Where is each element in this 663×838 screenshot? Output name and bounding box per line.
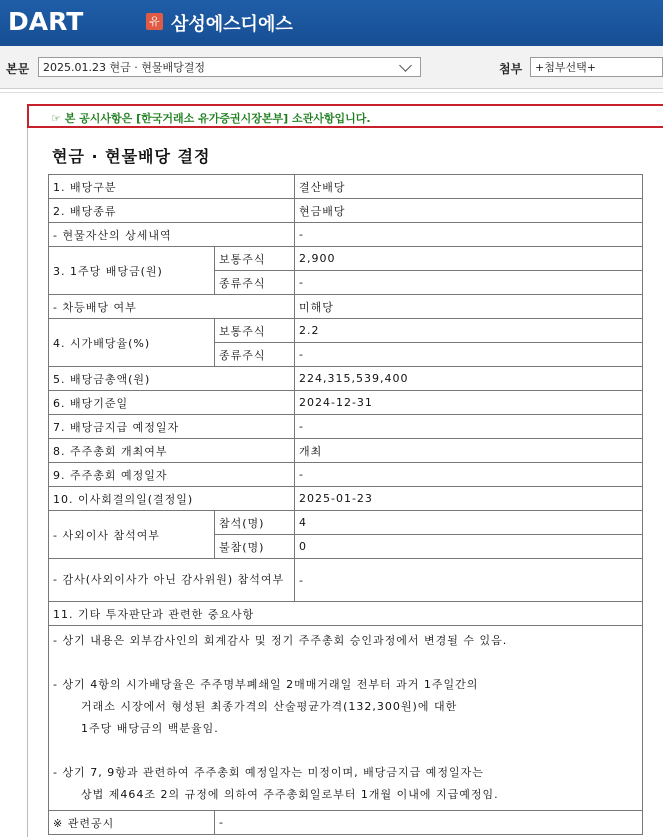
note-spacer <box>53 652 638 674</box>
row-label: - 사외이사 참석여부 <box>49 511 215 559</box>
row-label: 9. 주주총회 예정일자 <box>49 463 295 487</box>
row-value: - <box>295 223 643 247</box>
row-label: 3. 1주당 배당금(원) <box>49 247 215 295</box>
body-label: 본문 <box>6 62 30 76</box>
row-value: 2024-12-31 <box>295 391 643 415</box>
table-row <box>49 463 643 487</box>
row-value: - <box>215 811 643 835</box>
table-row <box>49 626 643 811</box>
row-label: 1. 배당구분 <box>49 175 295 199</box>
note-line: - 상기 4항의 시가배당율은 주주명부폐쇄일 2매매거래일 전부터 과거 1주일간의 <box>53 678 479 691</box>
row-label: 2. 배당종류 <box>49 199 295 223</box>
table-row <box>49 811 643 835</box>
row-value: 224,315,539,400 <box>295 367 643 391</box>
row-sublabel: 참석(명) <box>215 511 295 535</box>
document-title: 현금 · 현물배당 결정 <box>52 147 211 166</box>
row-sublabel: 종류주식 <box>215 343 295 367</box>
row-label: 4. 시가배당율(%) <box>49 319 215 367</box>
row-value: 결산배당 <box>295 175 643 199</box>
table-row <box>49 559 643 602</box>
row-value: 2025-01-23 <box>295 487 643 511</box>
attach-label: 첨부 <box>499 62 523 76</box>
row-sublabel: 보통주식 <box>215 247 295 271</box>
table-row <box>49 602 643 626</box>
table-row <box>49 511 643 535</box>
body-select[interactable] <box>38 57 421 77</box>
note-spacer <box>53 740 638 762</box>
market-badge: 유 <box>146 13 163 30</box>
row-label: - 차등배당 여부 <box>49 295 295 319</box>
table-row <box>49 367 643 391</box>
row-sublabel: 불참(명) <box>215 535 295 559</box>
dart-logo[interactable]: DART <box>8 7 84 36</box>
note-line: 상법 제464조 2의 규정에 의하여 주주총회일로부터 1개월 이내에 지급예정임. <box>81 788 499 801</box>
row-value: 4 <box>295 511 643 535</box>
company-name: 삼성에스디에스 <box>171 14 293 35</box>
table-row <box>49 415 643 439</box>
row-label: 10. 이사회결의일(결정일) <box>49 487 295 511</box>
row-value: - <box>295 343 643 367</box>
body-select-value: 2025.01.23 현금 · 현물배당결정 <box>43 61 205 74</box>
toolbar <box>0 46 663 89</box>
row-label: 6. 배당기준일 <box>49 391 295 415</box>
table-row <box>49 439 643 463</box>
row-value: 0 <box>295 535 643 559</box>
notice-box <box>27 104 663 128</box>
row-value: 2.2 <box>295 319 643 343</box>
row-label: - 현물자산의 상세내역 <box>49 223 295 247</box>
table-row <box>49 295 643 319</box>
table-row <box>49 199 643 223</box>
attach-select[interactable] <box>530 57 663 77</box>
table-row <box>49 391 643 415</box>
row-sublabel: 종류주식 <box>215 271 295 295</box>
row-label: 5. 배당금총액(원) <box>49 367 295 391</box>
frame-divider <box>27 128 28 837</box>
note-line: - 상기 내용은 외부감사인의 회계감사 및 정기 주주총회 승인과정에서 변경될 수 있음. <box>53 634 508 647</box>
row-label: 11. 기타 투자판단과 관련한 중요사항 <box>49 602 643 626</box>
attach-select-value: +첨부선택+ <box>535 61 596 74</box>
row-value: - <box>295 415 643 439</box>
note-line: 거래소 시장에서 형성된 최종가격의 산술평균가격(132,300원)에 대한 <box>81 700 458 713</box>
notice-text: ☞ 본 공시사항은 [한국거래소 유가증권시장본부] 소관사항입니다. <box>51 112 371 125</box>
row-label: ※ 관련공시 <box>49 811 215 835</box>
row-value: - <box>295 463 643 487</box>
dividend-table <box>48 174 643 835</box>
row-value: 미해당 <box>295 295 643 319</box>
header-bar <box>0 0 663 46</box>
table-row <box>49 487 643 511</box>
row-value: 개최 <box>295 439 643 463</box>
row-value: - <box>295 271 643 295</box>
chevron-down-icon <box>399 59 412 72</box>
row-label: 7. 배당금지급 예정일자 <box>49 415 295 439</box>
notes-cell <box>49 626 643 811</box>
row-sublabel: 보통주식 <box>215 319 295 343</box>
table-row <box>49 175 643 199</box>
table-row <box>49 319 643 343</box>
row-value: 현금배당 <box>295 199 643 223</box>
table-row <box>49 247 643 271</box>
table-row <box>49 223 643 247</box>
row-label: - 감사(사외이사가 아닌 감사위원) 참석여부 <box>49 559 295 602</box>
row-label: 8. 주주총회 개최여부 <box>49 439 295 463</box>
row-value: - <box>295 559 643 602</box>
row-value: 2,900 <box>295 247 643 271</box>
note-line: 1주당 배당금의 백분율임. <box>81 722 219 735</box>
note-line: - 상기 7, 9항과 관련하여 주주총회 예정일자는 미정이며, 배당금지급 예정일자는 <box>53 766 484 779</box>
